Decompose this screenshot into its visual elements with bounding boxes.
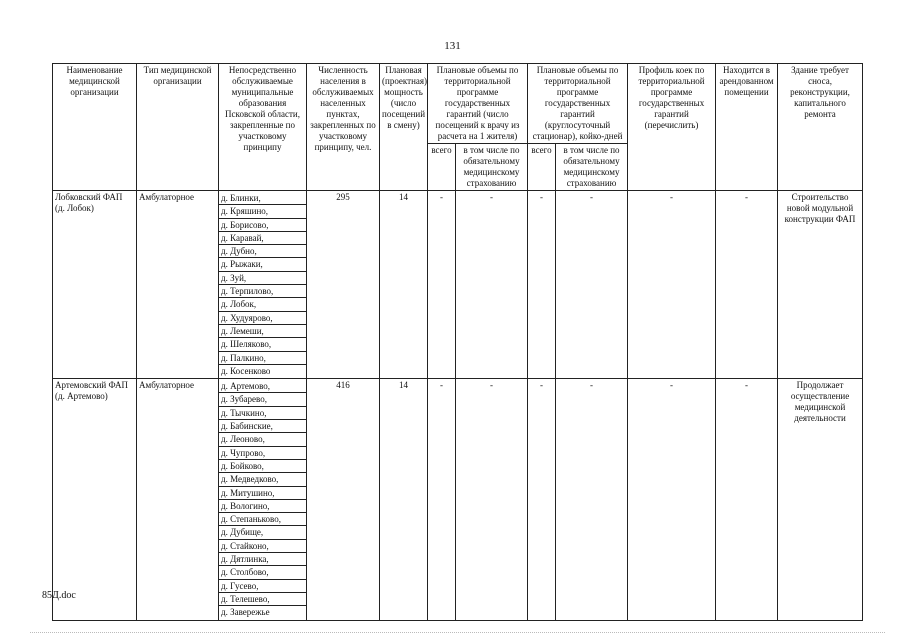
header-bed-days-volume: Плановые объемы по территориальной программе государственных гарантий (круглосуточный стационар), койко-дней <box>528 64 628 144</box>
village-item: д. Зубарево, <box>219 393 306 406</box>
bed-days-total-value: - <box>528 191 556 379</box>
village-item: д. Борисово, <box>219 219 306 232</box>
header-visits-volume: Плановые объемы по территориальной программе государственных гарантий (число посещений к врачу из расчета на 1 жителя) <box>428 64 528 144</box>
header-population: Численность населения в обслуживаемых населенных пунктах, закрепленных по участковому принципу, чел. <box>307 64 380 191</box>
village-item: д. Степаньково, <box>219 513 306 526</box>
table-row <box>53 191 863 379</box>
subheader-oms: в том числе по обязательному медицинскому страхованию <box>556 144 628 191</box>
village-item: д. Лемеши, <box>219 325 306 338</box>
village-item: д. Кряшино, <box>219 205 306 218</box>
village-item: д. Тычкино, <box>219 407 306 420</box>
header-municipalities: Непосредственно обслуживаемые муниципальные образования Псковской области, закрепленные по участковому принципу <box>219 64 307 191</box>
page-number: 131 <box>444 40 461 52</box>
scan-edge-divider <box>30 632 885 633</box>
building-status: Строительство новой модульной конструкции ФАП <box>778 191 863 379</box>
header-org-name: Наименование медицинской организации <box>53 64 137 191</box>
rented-value: - <box>716 379 778 620</box>
org-type: Амбулаторное <box>137 379 219 620</box>
village-item: д. Вологино, <box>219 500 306 513</box>
population-value: 416 <box>307 379 380 620</box>
header-rented: Находится в арендованном помещении <box>716 64 778 191</box>
village-item: д. Завережье <box>221 607 270 618</box>
document-footer: 85Д.doc <box>42 590 76 601</box>
header-org-type: Тип медицинской организации <box>137 64 219 191</box>
village-item: д. Лобок, <box>219 298 306 311</box>
header-bed-profile: Профиль коек по территориальной программе государственных гарантий (перечислить) <box>628 64 716 191</box>
rented-value: - <box>716 191 778 379</box>
village-item: д. Бабинские, <box>219 420 306 433</box>
building-status: Продолжает осуществление медицинской деятельности <box>778 379 863 620</box>
facilities-table <box>52 63 863 621</box>
org-type: Амбулаторное <box>137 191 219 379</box>
village-item: д. Терпилово, <box>219 285 306 298</box>
village-item: д. Митушино, <box>219 487 306 500</box>
subheader-total: всего <box>528 144 556 191</box>
village-item: д. Дубище, <box>219 526 306 539</box>
subheader-total: всего <box>428 144 456 191</box>
table-row <box>53 379 863 620</box>
visits-total-value: - <box>428 191 456 379</box>
village-item: д. Дятлинка, <box>219 553 306 566</box>
villages-list <box>219 191 307 379</box>
village-item: д. Артемово, <box>219 380 306 393</box>
capacity-value: 14 <box>380 379 428 620</box>
bed-days-total-value: - <box>528 379 556 620</box>
visits-oms-value: - <box>456 191 528 379</box>
subheader-oms: в том числе по обязательному медицинскому страхованию <box>456 144 528 191</box>
village-item: д. Чупрово, <box>219 447 306 460</box>
village-item: д. Палкино, <box>219 352 306 365</box>
village-item: д. Блинки, <box>219 192 306 205</box>
visits-total-value: - <box>428 379 456 620</box>
village-item: д. Бойково, <box>219 460 306 473</box>
visits-oms-value: - <box>456 379 528 620</box>
village-item: д. Стайконо, <box>219 540 306 553</box>
village-item: д. Каравай, <box>219 232 306 245</box>
header-building: Здание требует сноса, реконструкции, капитального ремонта <box>778 64 863 191</box>
village-item: д. Медведково, <box>219 473 306 486</box>
village-item: д. Леоново, <box>219 433 306 446</box>
village-item: д. Телешево, <box>219 593 306 606</box>
bed-profile-value: - <box>628 191 716 379</box>
village-item: д. Столбово, <box>219 566 306 579</box>
village-item: д. Шеляково, <box>219 338 306 351</box>
village-item: д. Рыжаки, <box>219 258 306 271</box>
population-value: 295 <box>307 191 380 379</box>
bed-profile-value: - <box>628 379 716 620</box>
org-name: Лобковский ФАП (д. Лобок) <box>53 191 137 379</box>
header-capacity: Плановая (проектная) мощность (число посещений в смену) <box>380 64 428 191</box>
village-item: д. Дубно, <box>219 245 306 258</box>
org-name: Артемовский ФАП (д. Артемово) <box>53 379 137 620</box>
header-row <box>53 64 863 144</box>
bed-days-oms-value: - <box>556 379 628 620</box>
village-item: д. Худуярово, <box>219 312 306 325</box>
village-item: д. Гусево, <box>219 580 306 593</box>
capacity-value: 14 <box>380 191 428 379</box>
bed-days-oms-value: - <box>556 191 628 379</box>
villages-list <box>219 379 307 620</box>
village-item: д. Косенково <box>221 365 271 376</box>
village-item: д. Зуй, <box>219 272 306 285</box>
